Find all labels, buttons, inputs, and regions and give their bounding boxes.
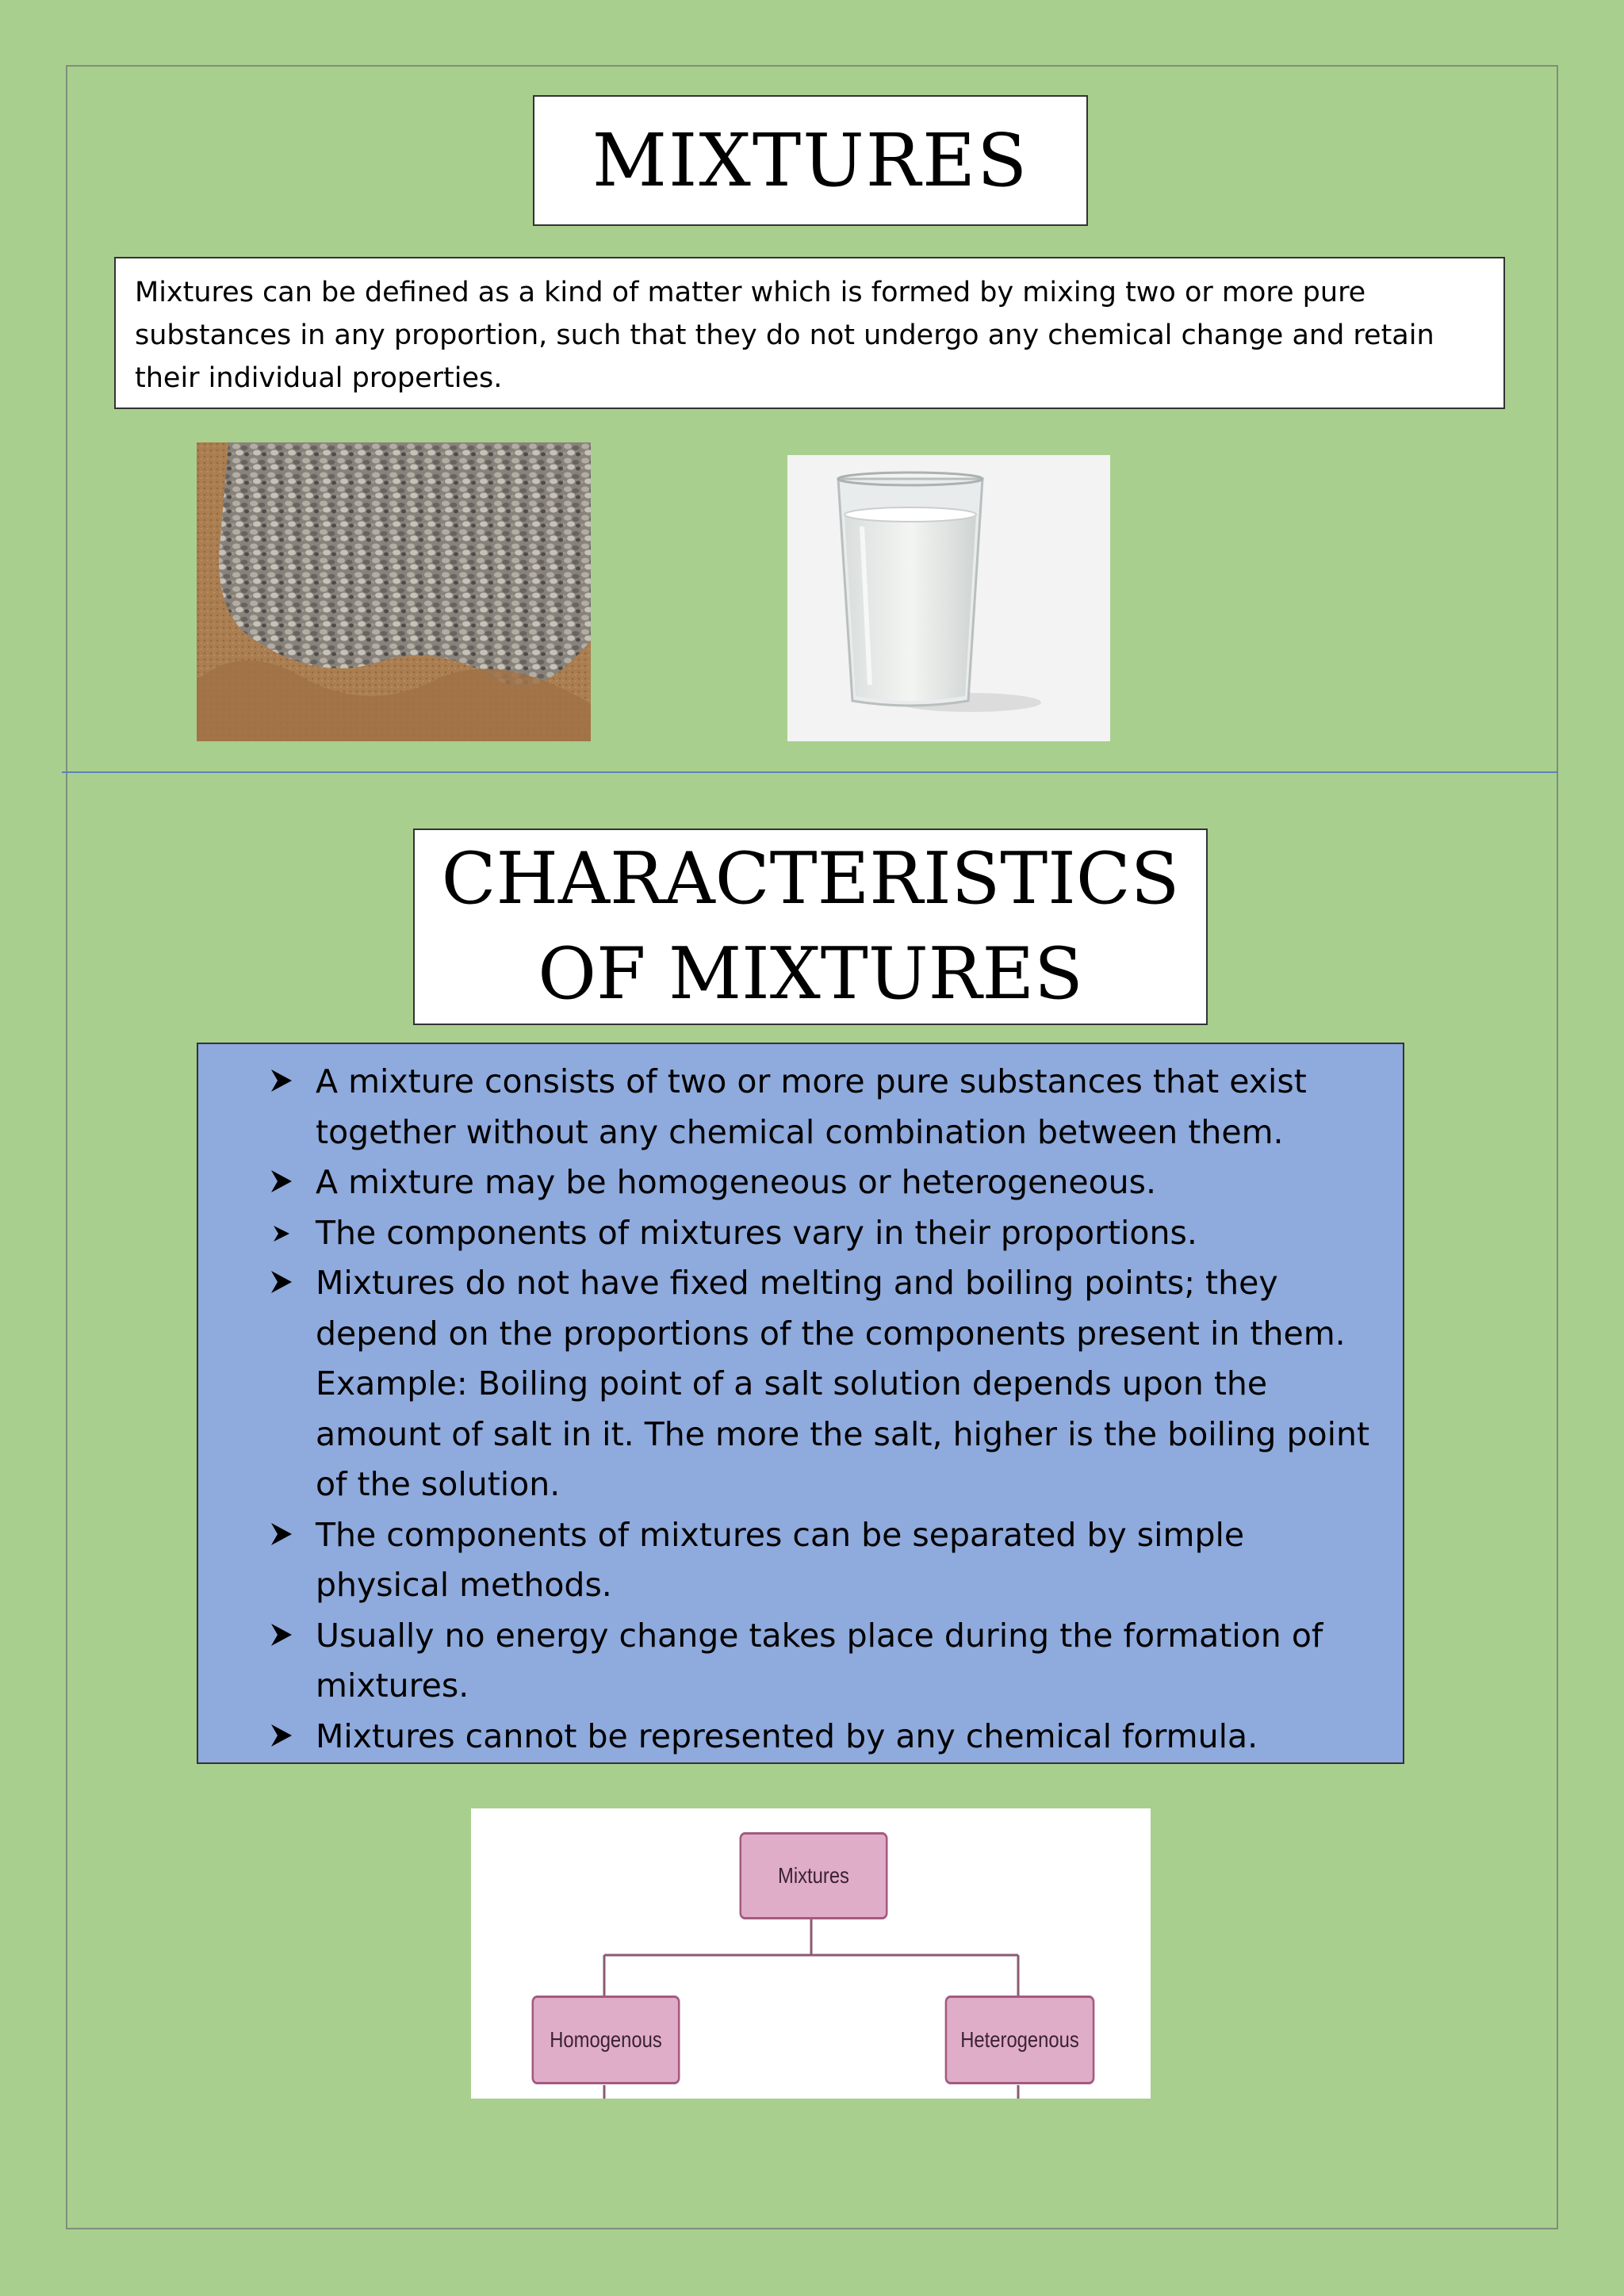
characteristics-title-line1: CHARACTERISTICS — [441, 837, 1180, 920]
diagram-node-heterogenous: Heterogenous — [945, 1996, 1095, 2084]
arrow-bullet-icon — [266, 1258, 295, 1309]
section-divider — [62, 771, 1558, 773]
arrow-bullet-icon — [266, 1057, 295, 1108]
definition-text: Mixtures can be defined as a kind of matter which is formed by mixing two or more pure substances in any proportion, such that they do not undergo any chemical change and retain their individual properties. — [135, 277, 1434, 394]
arrow-bullet-icon — [266, 1510, 295, 1561]
list-item: Mixtures cannot be represented by any chemical formula. — [198, 1712, 1379, 1762]
arrow-bullet-icon — [266, 1158, 295, 1208]
list-item: A mixture consists of two or more pure substances that exist together without any chemical combination between them. — [198, 1057, 1379, 1158]
definition-box — [114, 257, 1505, 409]
diagram-node-mixtures: Mixtures — [740, 1832, 888, 1919]
list-item: A mixture may be homogeneous or heterogeneous. — [198, 1158, 1379, 1208]
list-item: Usually no energy change takes place during the formation of mixtures. — [198, 1611, 1379, 1712]
arrow-bullet-icon — [266, 1208, 295, 1259]
gravel-sand-photo — [197, 442, 591, 741]
example-text: Example: Boiling point of a salt solution depends upon the amount of salt in it. The more the salt, higher is the boiling point of the solution. — [316, 1364, 1370, 1503]
arrow-bullet-icon — [266, 1611, 295, 1662]
list-item: The components of mixtures can be separated by simple physical methods. — [198, 1510, 1379, 1611]
list-item: Mixtures do not have fixed melting and boiling points; they depend on the proportions of the components present in them. Example: Boiling point of a salt solution depends upon the amount of salt in it. The more the salt, higher is the boiling point of the solution. — [198, 1258, 1379, 1510]
characteristics-list — [198, 1057, 1379, 1762]
mixtures-tree-diagram — [471, 1808, 1151, 2099]
page-title: MIXTURES — [592, 118, 1029, 203]
characteristics-title-box — [413, 828, 1208, 1025]
diagram-node-homogenous: Homogenous — [532, 1996, 680, 2084]
characteristics-title-line2: OF MIXTURES — [538, 932, 1083, 1016]
arrow-bullet-icon — [266, 1712, 295, 1762]
title-box — [533, 95, 1088, 226]
milk-glass-photo — [787, 455, 1110, 741]
list-item: The components of mixtures vary in their proportions. — [198, 1208, 1379, 1259]
characteristics-box — [197, 1043, 1404, 1764]
